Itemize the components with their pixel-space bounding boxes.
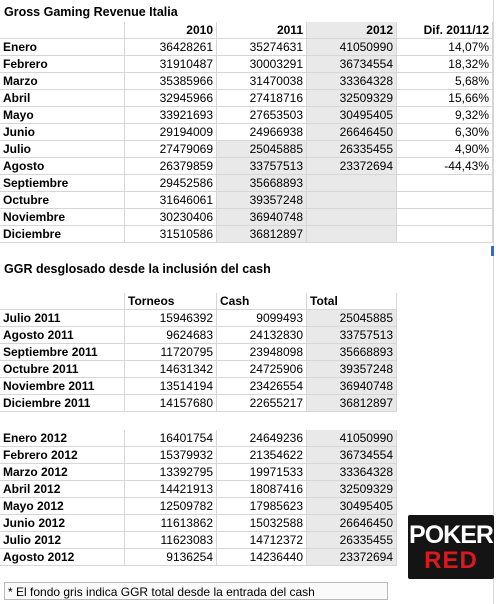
value-2012[interactable] <box>307 209 397 226</box>
value-2012[interactable]: 26335455 <box>307 141 397 158</box>
value-cash[interactable]: 24132830 <box>217 327 307 344</box>
value-2011[interactable]: 36940748 <box>217 209 307 226</box>
header-2012[interactable]: 2012 <box>307 22 397 39</box>
table1-row <box>0 124 496 141</box>
period-label[interactable]: Junio 2012 <box>0 515 125 532</box>
value-2010[interactable]: 31646061 <box>125 192 217 209</box>
value-cash[interactable]: 21354622 <box>217 447 307 464</box>
value-2012[interactable]: 33364328 <box>307 73 397 90</box>
table2-row <box>0 378 496 395</box>
month-label[interactable]: Julio <box>0 141 125 158</box>
header-total[interactable]: Total <box>307 293 397 310</box>
value-torneos[interactable]: 14631342 <box>125 361 217 378</box>
table2-row <box>0 464 496 481</box>
logo-text-poker: POKER <box>409 521 493 549</box>
value-2010[interactable]: 35385966 <box>125 73 217 90</box>
grid-edge <box>493 0 494 604</box>
table2-row <box>0 430 496 447</box>
value-cash[interactable]: 17985623 <box>217 498 307 515</box>
value-2011[interactable]: 30003291 <box>217 56 307 73</box>
value-dif[interactable]: 18,32% <box>397 56 493 73</box>
value-cash[interactable]: 19971533 <box>217 464 307 481</box>
value-2010[interactable]: 31910487 <box>125 56 217 73</box>
value-torneos[interactable]: 11720795 <box>125 344 217 361</box>
table2-row <box>0 481 496 498</box>
month-label[interactable]: Junio <box>0 124 125 141</box>
period-label[interactable]: Enero 2012 <box>0 430 125 447</box>
table2-header-empty[interactable] <box>0 293 125 310</box>
value-cash[interactable]: 9099493 <box>217 310 307 327</box>
table2-title: GGR desglosado desde la inclusión del cash <box>4 262 271 276</box>
value-2011[interactable]: 24966938 <box>217 124 307 141</box>
period-label[interactable]: Abril 2012 <box>0 481 125 498</box>
table1-row <box>0 39 496 56</box>
value-2010[interactable]: 31510586 <box>125 226 217 243</box>
value-cash[interactable]: 15032588 <box>217 515 307 532</box>
value-torneos[interactable]: 9136254 <box>125 549 217 566</box>
value-torneos[interactable]: 15946392 <box>125 310 217 327</box>
table1-row <box>0 141 496 158</box>
value-2011[interactable]: 33757513 <box>217 158 307 175</box>
logo-text-red: RED <box>424 547 478 574</box>
pokerred-logo <box>408 515 494 579</box>
table2-row <box>0 498 496 515</box>
table2-row <box>0 344 496 361</box>
period-label[interactable]: Agosto 2011 <box>0 327 125 344</box>
value-torneos[interactable]: 14157680 <box>125 395 217 412</box>
value-cash[interactable]: 22655217 <box>217 395 307 412</box>
value-2012[interactable]: 41050990 <box>307 39 397 56</box>
table1-row <box>0 209 496 226</box>
value-dif[interactable]: 6,30% <box>397 124 493 141</box>
value-cash[interactable]: 23426554 <box>217 378 307 395</box>
value-2012[interactable]: 36734554 <box>307 56 397 73</box>
header-torneos[interactable]: Torneos <box>125 293 217 310</box>
header-dif[interactable]: Dif. 2011/12 <box>397 22 493 39</box>
value-dif[interactable]: -44,43% <box>397 158 493 175</box>
value-2012[interactable] <box>307 175 397 192</box>
table1-row <box>0 226 496 243</box>
value-total[interactable]: 32509329 <box>307 481 397 498</box>
value-dif[interactable] <box>397 226 493 243</box>
value-total[interactable]: 39357248 <box>307 361 397 378</box>
value-torneos[interactable]: 13514194 <box>125 378 217 395</box>
value-total[interactable]: 23372694 <box>307 549 397 566</box>
table1-title: Gross Gaming Revenue Italia <box>4 5 178 19</box>
period-label[interactable]: Septiembre 2011 <box>0 344 125 361</box>
value-2012[interactable] <box>307 226 397 243</box>
value-total[interactable]: 41050990 <box>307 430 397 447</box>
header-cash[interactable]: Cash <box>217 293 307 310</box>
value-2010[interactable]: 29194009 <box>125 124 217 141</box>
value-2011[interactable]: 35274631 <box>217 39 307 56</box>
value-2011[interactable]: 31470038 <box>217 73 307 90</box>
value-total[interactable]: 26646450 <box>307 515 397 532</box>
period-label[interactable]: Mayo 2012 <box>0 498 125 515</box>
value-dif[interactable]: 5,68% <box>397 73 493 90</box>
value-total[interactable]: 33364328 <box>307 464 397 481</box>
table1-row <box>0 90 496 107</box>
value-dif[interactable]: 4,90% <box>397 141 493 158</box>
value-2010[interactable]: 36428261 <box>125 39 217 56</box>
table2-row <box>0 310 496 327</box>
value-total[interactable]: 36812897 <box>307 395 397 412</box>
value-cash[interactable]: 14236440 <box>217 549 307 566</box>
table1-header-row <box>0 22 496 39</box>
value-torneos[interactable]: 11613862 <box>125 515 217 532</box>
value-2012[interactable]: 32509329 <box>307 90 397 107</box>
table1-header-empty[interactable] <box>0 22 125 39</box>
value-2012[interactable]: 23372694 <box>307 158 397 175</box>
value-total[interactable]: 26335455 <box>307 532 397 549</box>
table1-row <box>0 158 496 175</box>
value-2012[interactable]: 30495405 <box>307 107 397 124</box>
month-label[interactable]: Enero <box>0 39 125 56</box>
value-2010[interactable]: 30230406 <box>125 209 217 226</box>
table2-row <box>0 361 496 378</box>
month-label[interactable]: Mayo <box>0 107 125 124</box>
period-label[interactable]: Agosto 2012 <box>0 549 125 566</box>
month-label[interactable]: Abril <box>0 90 125 107</box>
table1-row <box>0 175 496 192</box>
value-cash[interactable]: 24725906 <box>217 361 307 378</box>
value-torneos[interactable]: 15379932 <box>125 447 217 464</box>
table1-row <box>0 107 496 124</box>
value-cash[interactable]: 24649236 <box>217 430 307 447</box>
period-label[interactable]: Marzo 2012 <box>0 464 125 481</box>
table1-row <box>0 73 496 90</box>
month-label[interactable]: Noviembre <box>0 209 125 226</box>
value-torneos[interactable]: 12509782 <box>125 498 217 515</box>
value-torneos[interactable]: 14421913 <box>125 481 217 498</box>
value-2012[interactable]: 26646450 <box>307 124 397 141</box>
value-2012[interactable] <box>307 192 397 209</box>
value-2011[interactable]: 25045885 <box>217 141 307 158</box>
value-2011[interactable]: 27418716 <box>217 90 307 107</box>
value-cash[interactable]: 18087416 <box>217 481 307 498</box>
period-label[interactable]: Julio 2011 <box>0 310 125 327</box>
value-dif[interactable] <box>397 209 493 226</box>
value-2011[interactable]: 35668893 <box>217 175 307 192</box>
header-2011[interactable]: 2011 <box>217 22 307 39</box>
selection-marker <box>491 246 494 256</box>
value-2010[interactable]: 29452586 <box>125 175 217 192</box>
period-label[interactable]: Febrero 2012 <box>0 447 125 464</box>
footer-note: * El fondo gris indica GGR total desde la entrada del cash <box>4 582 388 600</box>
value-torneos[interactable]: 13392795 <box>125 464 217 481</box>
value-total[interactable]: 25045885 <box>307 310 397 327</box>
period-label[interactable]: Diciembre 2011 <box>0 395 125 412</box>
value-total[interactable]: 30495405 <box>307 498 397 515</box>
value-total[interactable]: 36940748 <box>307 378 397 395</box>
value-dif[interactable]: 14,07% <box>397 39 493 56</box>
value-2010[interactable]: 32945966 <box>125 90 217 107</box>
value-dif[interactable]: 9,32% <box>397 107 493 124</box>
value-2011[interactable]: 39357248 <box>217 192 307 209</box>
value-total[interactable]: 33757513 <box>307 327 397 344</box>
value-2011[interactable]: 27653503 <box>217 107 307 124</box>
month-label[interactable]: Agosto <box>0 158 125 175</box>
value-dif[interactable] <box>397 192 493 209</box>
value-torneos[interactable]: 11623083 <box>125 532 217 549</box>
month-label[interactable]: Septiembre <box>0 175 125 192</box>
table2-row <box>0 395 496 412</box>
value-2010[interactable]: 27479069 <box>125 141 217 158</box>
value-total[interactable]: 36734554 <box>307 447 397 464</box>
value-dif[interactable]: 15,66% <box>397 90 493 107</box>
table1-row <box>0 192 496 209</box>
period-label[interactable]: Octubre 2011 <box>0 361 125 378</box>
value-dif[interactable] <box>397 175 493 192</box>
value-torneos[interactable]: 9624683 <box>125 327 217 344</box>
value-cash[interactable]: 23948098 <box>217 344 307 361</box>
table1-row <box>0 56 496 73</box>
table2-header-row <box>0 293 496 310</box>
value-cash[interactable]: 14712372 <box>217 532 307 549</box>
period-label[interactable]: Noviembre 2011 <box>0 378 125 395</box>
value-2011[interactable]: 36812897 <box>217 226 307 243</box>
value-2010[interactable]: 33921693 <box>125 107 217 124</box>
value-torneos[interactable]: 16401754 <box>125 430 217 447</box>
table2-row <box>0 327 496 344</box>
value-2010[interactable]: 26379859 <box>125 158 217 175</box>
month-label[interactable]: Marzo <box>0 73 125 90</box>
month-label[interactable]: Octubre <box>0 192 125 209</box>
table2-row <box>0 447 496 464</box>
value-total[interactable]: 35668893 <box>307 344 397 361</box>
header-2010[interactable]: 2010 <box>125 22 217 39</box>
month-label[interactable]: Febrero <box>0 56 125 73</box>
period-label[interactable]: Julio 2012 <box>0 532 125 549</box>
month-label[interactable]: Diciembre <box>0 226 125 243</box>
